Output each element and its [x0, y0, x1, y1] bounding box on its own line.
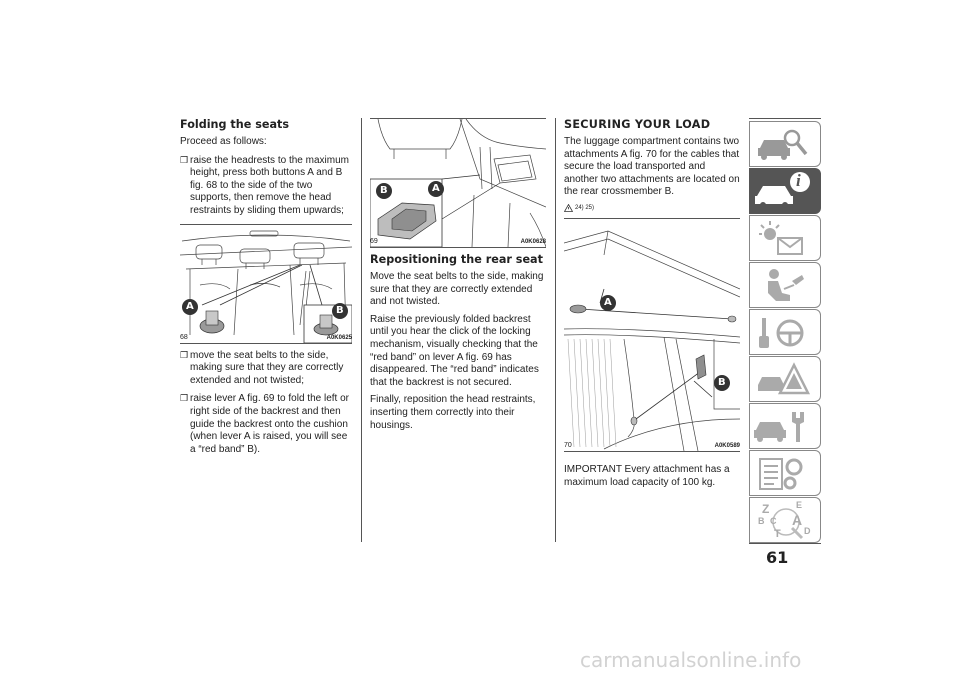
figure-number: 70	[564, 441, 572, 449]
column-folding-seats	[180, 118, 352, 461]
label-b: B	[718, 376, 726, 388]
column-repositioning-seat	[370, 118, 546, 437]
column-securing-load	[564, 118, 740, 494]
checkbox-bullet-icon: ❒	[180, 349, 189, 360]
label-a: A	[186, 300, 194, 312]
tab-getting-to-know-car-active[interactable]	[749, 168, 821, 214]
seat-airbag-icon	[750, 263, 822, 309]
index-letter: D	[804, 526, 811, 536]
index-letter: T	[774, 528, 781, 540]
figure-68	[180, 224, 352, 344]
car-warning-triangle-icon	[750, 357, 822, 403]
paragraph: Finally, reposition the head restraints, inserting them correctly into their housings.	[370, 394, 536, 431]
heading-folding-seats: Folding the seats	[180, 118, 290, 131]
figure-69	[370, 118, 546, 248]
chapter-tab-sidebar	[749, 118, 821, 544]
page-number: 61	[766, 548, 789, 567]
figure-code: A0K0625	[326, 334, 352, 341]
tab-starting-driving[interactable]	[749, 309, 821, 355]
important-note: IMPORTANT Every attachment has a maximum load capacity of 100 kg.	[564, 463, 730, 488]
bullet-text: raise the headrests to the maximum height, press both buttons A and B fig. 68 to the side of the two supports, then remove the head restraints by sliding them upwards;	[190, 154, 349, 216]
tab-safety[interactable]	[749, 262, 821, 308]
column-divider	[361, 118, 362, 542]
bullet-text: move the seat belts to the side, making sure that they are correctly extended and not twisted;	[190, 349, 344, 386]
paragraph: Move the seat belts to the side, making sure that they are correctly extended and not twisted.	[370, 271, 544, 308]
index-letter: E	[796, 500, 803, 510]
bullet-text: raise lever A fig. 69 to fold the left or right side of the backrest and then guide the backrest onto the cushion (when lever A is raised, you will see a “red band” B).	[190, 393, 349, 455]
car-magnifier-icon	[750, 122, 822, 168]
figure-code: A0K0589	[714, 442, 740, 449]
tab-emergency[interactable]	[749, 356, 821, 402]
car-info-icon	[749, 168, 821, 214]
warning-triangle-icon	[564, 204, 573, 212]
rear-seat-headrests-illustration	[180, 225, 352, 343]
key-steering-wheel-icon	[750, 310, 822, 356]
tab-warning-lights[interactable]	[749, 215, 821, 261]
label-b: B	[336, 304, 344, 316]
bullet-item	[180, 349, 352, 388]
figure-number: 68	[180, 333, 188, 341]
figure-code: A0K0628	[520, 239, 546, 245]
index-letter: C	[770, 516, 777, 526]
intro-text: Proceed as follows:	[180, 136, 267, 147]
warning-reference	[564, 204, 740, 212]
bullet-item	[180, 154, 352, 218]
tab-servicing[interactable]	[749, 403, 821, 449]
watermark: carmanualsonline.info	[580, 648, 802, 672]
index-letter: Z	[762, 502, 770, 516]
heading-repositioning-seat: Repositioning the rear seat	[370, 253, 543, 266]
heading-securing-load: SECURING YOUR LOAD	[564, 118, 711, 131]
checkbox-bullet-icon: ❒	[180, 393, 189, 404]
backrest-lever-illustration	[370, 119, 546, 247]
figure-70	[564, 218, 740, 452]
list-gear-icon	[750, 451, 822, 497]
warning-light-envelope-icon	[750, 216, 822, 262]
index-letter: B	[758, 516, 765, 526]
car-wrench-icon	[750, 404, 822, 450]
tab-index[interactable]	[749, 497, 821, 543]
checkbox-bullet-icon: ❒	[180, 154, 189, 165]
index-letter: A	[792, 512, 803, 528]
label-a: A	[432, 183, 440, 194]
label-b: B	[380, 185, 388, 196]
tab-knowing-your-car[interactable]	[749, 121, 821, 167]
paragraph: The luggage compartment contains two attachments A fig. 70 for the cables that secure the load transported and another two attachments are located on the rear crossmember B.	[564, 136, 740, 198]
column-divider	[555, 118, 556, 542]
info-symbol: i	[796, 171, 801, 190]
warning-refs: 24) 25)	[575, 204, 595, 211]
label-a: A	[604, 296, 612, 308]
bullet-item	[180, 392, 352, 456]
paragraph: Raise the previously folded backrest until you hear the click of the locking mechanism, visually checking that the “red band” on lever A fig. 69 has disappeared. The “red band” indicates that the backrest is not secured.	[370, 313, 539, 388]
luggage-attachments-illustration	[564, 219, 740, 451]
figure-number: 69	[370, 238, 378, 245]
tab-technical-specifications[interactable]	[749, 450, 821, 496]
